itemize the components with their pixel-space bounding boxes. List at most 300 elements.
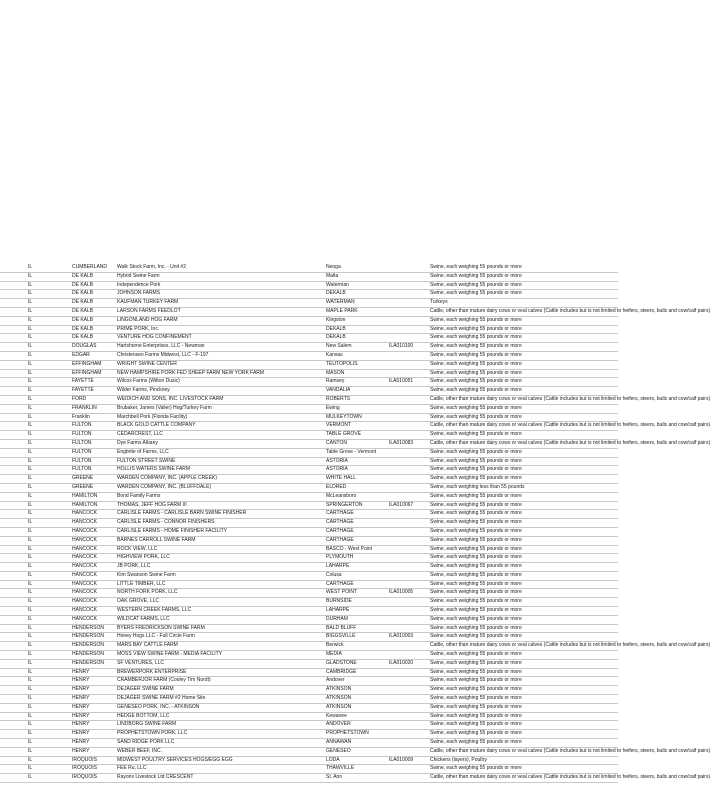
city-cell: Ewing <box>326 404 340 411</box>
facility-name-cell: Hybrid Swine Farm <box>117 272 160 279</box>
facility-name-cell: BLACK GOLD CATTLE COMPANY <box>117 422 196 429</box>
facility-name-cell: LARSON FARMS FEEDLOT <box>117 307 181 314</box>
table-row <box>0 528 618 537</box>
facility-name-cell: FULTON STREET SWINE <box>117 457 176 464</box>
county-cell: HENRY <box>72 739 90 746</box>
facility-name-cell: Bond Family Farms <box>117 492 161 499</box>
facility-name-cell: BYERS FREDRICKSON SWINE FARM <box>117 624 205 631</box>
county-cell: HENRY <box>72 668 90 675</box>
state-cell: IL <box>28 510 33 517</box>
state-cell: IL <box>28 307 33 314</box>
state-cell: IL <box>28 422 33 429</box>
table-row <box>0 774 710 783</box>
animal-type-cell: Swine, each weighing 55 pounds or more <box>430 343 522 350</box>
table-row <box>0 395 710 405</box>
city-cell: GLADSTONE <box>326 659 357 666</box>
facility-name-cell: JB PORK, LLC <box>117 563 151 570</box>
facility-name-cell: FEE Ru, LLC <box>117 765 147 772</box>
state-cell: IL <box>28 712 33 719</box>
county-cell: HENDERSON <box>72 624 104 631</box>
facility-name-cell: HIGHVIEW PORK, LLC <box>117 554 170 561</box>
city-cell: MULKEYTOWN <box>326 413 362 420</box>
state-cell: IL <box>28 774 33 781</box>
animal-type-cell: Swine, each weighing 55 pounds or more <box>430 369 522 376</box>
city-cell: Berwick <box>326 642 344 649</box>
state-cell: IL <box>28 721 33 728</box>
city-cell: Andover <box>326 677 345 684</box>
table-row <box>0 704 618 713</box>
table-row <box>0 677 618 686</box>
city-cell: CARTHAGE <box>326 519 354 526</box>
city-cell: Table Grove - Vermont <box>326 448 377 455</box>
county-cell: IROQUOIS <box>72 765 98 772</box>
table-row <box>0 378 618 387</box>
county-cell: DOUGLAS <box>72 343 97 350</box>
city-cell: GENESEO <box>326 747 351 754</box>
county-cell: HENDERSON <box>72 633 104 640</box>
table-row <box>0 642 710 651</box>
facility-name-cell: THOMAS, JEFF HOG FARM III <box>117 501 187 508</box>
permit-id-cell: ILA010067 <box>389 501 414 508</box>
animal-type-cell: Swine, each weighing 55 pounds or more <box>430 668 522 675</box>
animal-type-cell: Swine, each weighing 55 pounds or more <box>430 765 522 772</box>
animal-type-cell: Swine, each weighing 55 pounds or more <box>430 510 522 517</box>
city-cell: WEST POINT <box>326 589 358 596</box>
county-cell: FULTON <box>72 448 92 455</box>
animal-type-cell: Cattle, other than mature dairy cows or veal calves (Cattle includes but is not limited to heifers, steers, bulls and cow/calf pairs) <box>430 747 710 754</box>
facility-name-cell: WARDEN COMPANY, INC. (BLUFFDALE) <box>117 483 212 490</box>
county-cell: HANCOCK <box>72 563 98 570</box>
city-cell: CARTHAGE <box>326 527 354 534</box>
facility-name-cell: MOSS VIEW SWINE FARM - MEDIA FACILITY <box>117 651 223 658</box>
city-cell: LODA <box>326 756 340 763</box>
facility-name-cell: BARNES CARROLL SWINE FARM <box>117 536 196 543</box>
city-cell: ROBERTS <box>326 395 351 402</box>
animal-type-cell: Swine, each weighing 55 pounds or more <box>430 554 522 561</box>
table-row <box>0 713 618 722</box>
state-cell: IL <box>28 501 33 508</box>
animal-type-cell: Cattle, other than mature dairy cows or veal calves (Cattle includes but is not limited to heifers, steers, bulls and cow/calf pairs) <box>430 774 710 781</box>
permit-id-cell: ILA010083 <box>389 439 414 446</box>
county-cell: EFFINGHAM <box>72 369 102 376</box>
animal-type-cell: Swine, each weighing 55 pounds or more <box>430 501 522 508</box>
county-cell: FULTON <box>72 466 92 473</box>
state-cell: IL <box>28 633 33 640</box>
county-cell: DE KALB <box>72 316 94 323</box>
animal-type-cell: Swine, each weighing 55 pounds or more <box>430 624 522 631</box>
animal-type-cell: Swine, each weighing 55 pounds or more <box>430 448 522 455</box>
table-row <box>0 757 618 766</box>
county-cell: HENDERSON <box>72 659 104 666</box>
city-cell: CANTON <box>326 439 348 446</box>
county-cell: GREENE <box>72 483 94 490</box>
county-cell: FAYETTE <box>72 378 94 385</box>
state-cell: IL <box>28 325 33 332</box>
county-cell: HENRY <box>72 712 90 719</box>
city-cell: ELDRED <box>326 483 347 490</box>
table-row <box>0 439 710 449</box>
table-row <box>0 458 618 467</box>
city-cell: DURHAM <box>326 615 348 622</box>
facility-name-cell: Hartshorne Enterprises, LLC - Newman <box>117 343 205 350</box>
facility-name-cell: GENESEO PORK, INC. - ATKINSON <box>117 703 200 710</box>
animal-type-cell: Swine, each weighing 55 pounds or more <box>430 475 522 482</box>
table-row <box>0 589 618 598</box>
city-cell: ANDOVER <box>326 721 351 728</box>
county-cell: HANCOCK <box>72 510 98 517</box>
city-cell: WATERMAN <box>326 299 355 306</box>
table-row <box>0 616 618 625</box>
facility-name-cell: MIDWEST POULTRY SERVICES HOGS/EGG EGG <box>117 756 233 763</box>
county-cell: HENRY <box>72 677 90 684</box>
facility-name-cell: Independence Pork <box>117 281 161 288</box>
animal-type-cell: Swine, each weighing 55 pounds or more <box>430 695 522 702</box>
city-cell: McLeansboro <box>326 492 357 499</box>
state-cell: IL <box>28 492 33 499</box>
facility-name-cell: CEDARCREST, LLC <box>117 431 163 438</box>
state-cell: IL <box>28 730 33 737</box>
county-cell: HANCOCK <box>72 571 98 578</box>
state-cell: IL <box>28 703 33 710</box>
table-row <box>0 546 618 555</box>
county-cell: HAMILTON <box>72 492 98 499</box>
county-cell: HANCOCK <box>72 598 98 605</box>
city-cell: CAMBRIDGE <box>326 668 357 675</box>
state-cell: IL <box>28 624 33 631</box>
county-cell: HENRY <box>72 686 90 693</box>
table-row <box>0 554 618 563</box>
table-row <box>0 510 618 519</box>
facility-name-cell: MARS BAY CATTLE FARM <box>117 642 178 649</box>
animal-type-cell: Swine, each weighing 55 pounds or more <box>430 351 522 358</box>
table-row <box>0 598 618 607</box>
animal-type-cell: Swine, each weighing 55 pounds or more <box>430 677 522 684</box>
facility-name-cell: HEDGE BOTTOM, LLC <box>117 712 170 719</box>
city-cell: Kingston <box>326 316 346 323</box>
animal-type-cell: Cattle, other than mature dairy cows or veal calves (Cattle includes but is not limited to heifers, steers, bulls and cow/calf pairs) <box>430 395 710 402</box>
facility-name-cell: KAUFMAN TURKEY FARM <box>117 299 179 306</box>
table-row <box>0 660 618 669</box>
animal-type-cell: Swine, each weighing 55 pounds or more <box>430 281 522 288</box>
county-cell: CUMBERLAND <box>72 264 108 270</box>
animal-type-cell: Swine, each weighing 55 pounds or more <box>430 431 522 438</box>
table-row <box>0 502 618 511</box>
state-cell: IL <box>28 545 33 552</box>
county-cell: IROQUOIS <box>72 774 98 781</box>
facility-name-cell: PROPHETSTOWN PORK, LLC <box>117 730 188 737</box>
county-cell: GREENE <box>72 475 94 482</box>
county-cell: HENRY <box>72 703 90 710</box>
city-cell: BURNSIDE <box>326 598 352 605</box>
facility-name-cell: Wilder Farms, Pinckney <box>117 387 170 394</box>
state-cell: IL <box>28 395 33 402</box>
table-row <box>0 405 618 414</box>
facility-name-cell: Marchbell Pork (Florida Facility) <box>117 413 188 420</box>
animal-type-cell: Swine, each weighing 55 pounds or more <box>430 659 522 666</box>
city-cell: Kansas <box>326 351 343 358</box>
animal-type-cell: Swine, each weighing 55 pounds or more <box>430 325 522 332</box>
city-cell: CARTHAGE <box>326 536 354 543</box>
county-cell: Franklin <box>72 413 90 420</box>
animal-type-cell: Swine, each weighing 55 pounds or more <box>430 413 522 420</box>
county-cell: HENRY <box>72 730 90 737</box>
city-cell: MASON <box>326 369 345 376</box>
state-cell: IL <box>28 360 33 367</box>
animal-type-cell: Swine, each weighing 55 pounds or more <box>430 721 522 728</box>
state-cell: IL <box>28 659 33 666</box>
facility-name-cell: HOLLIS WATERS SWINE FARM <box>117 466 191 473</box>
city-cell: CARTHAGE <box>326 580 354 587</box>
animal-type-cell: Cattle, other than mature dairy cows or veal calves (Cattle includes but is not limited to heifers, steers, bulls and cow/calf pairs) <box>430 307 710 314</box>
animal-type-cell: Swine, each weighing 55 pounds or more <box>430 378 522 385</box>
table-row <box>0 537 618 546</box>
table-row <box>0 686 618 695</box>
table-row <box>0 299 618 308</box>
city-cell: ANNAWAN <box>326 739 352 746</box>
animal-type-cell: Swine, each weighing 55 pounds or more <box>430 290 522 297</box>
state-cell: IL <box>28 369 33 376</box>
state-cell: IL <box>28 563 33 570</box>
city-cell: ASTORIA <box>326 466 348 473</box>
county-cell: DE KALB <box>72 325 94 332</box>
permit-id-cell: ILA010003 <box>389 633 414 640</box>
county-cell: HANCOCK <box>72 519 98 526</box>
table-row <box>0 572 618 581</box>
county-cell: HENDERSON <box>72 651 104 658</box>
county-cell: IROQUOIS <box>72 756 98 763</box>
city-cell: VANDALIA <box>326 387 351 394</box>
facility-name-cell: WEIDICH AND SONS, INC. LIVESTOCK FARM <box>117 395 224 402</box>
facility-name-cell: DEJAGER SWINE FARM <box>117 686 174 693</box>
table-row <box>0 273 618 282</box>
animal-type-cell: Swine, each weighing 55 pounds or more <box>430 730 522 737</box>
state-cell: IL <box>28 272 33 279</box>
table-row <box>0 519 618 528</box>
city-cell: ASTORIA <box>326 457 348 464</box>
county-cell: EDGAR <box>72 351 90 358</box>
table-row <box>0 326 618 335</box>
animal-type-cell: Swine, each weighing 55 pounds or more <box>430 466 522 473</box>
table-row <box>0 730 618 739</box>
animal-type-cell: Swine, each weighing 55 pounds or more <box>430 334 522 341</box>
state-cell: IL <box>28 747 33 754</box>
state-cell: IL <box>28 651 33 658</box>
facility-name-cell: Dye Farms Albany <box>117 439 158 446</box>
table-row <box>0 669 618 678</box>
animal-type-cell: Swine, each weighing 55 pounds or more <box>430 519 522 526</box>
county-cell: HANCOCK <box>72 580 98 587</box>
state-cell: IL <box>28 475 33 482</box>
county-cell: EFFINGHAM <box>72 360 102 367</box>
county-cell: FORD <box>72 395 87 402</box>
animal-type-cell: Swine, each weighing 55 pounds or more <box>430 607 522 614</box>
state-cell: IL <box>28 413 33 420</box>
animal-type-cell: Swine, each weighing 55 pounds or more <box>430 360 522 367</box>
facility-name-cell: CRAMBERJOR FARM (Cooley Tim Nordt) <box>117 677 211 684</box>
table-row <box>0 563 618 572</box>
facility-name-cell: Brubaker, James (Valier) Hog/Turkey Farm <box>117 404 212 411</box>
table-row <box>0 361 618 370</box>
animal-type-cell: Swine, each weighing 55 pounds or more <box>430 615 522 622</box>
facility-name-cell: Honey Hogs LLC - Full Circle Farm <box>117 633 195 640</box>
animal-type-cell: Swine, each weighing less than 55 pounds <box>430 483 525 490</box>
facility-name-cell: SF VENTURES, LLC <box>117 659 164 666</box>
county-cell: FAYETTE <box>72 387 94 394</box>
county-cell: DE KALB <box>72 290 94 297</box>
city-cell: Colusa <box>326 571 342 578</box>
city-cell: ATKINSON <box>326 695 352 702</box>
city-cell: Neoga <box>326 264 341 270</box>
city-cell: MEDIA <box>326 651 342 658</box>
animal-type-cell: Swine, each weighing 55 pounds or more <box>430 686 522 693</box>
animal-type-cell: Turkeys <box>430 299 448 306</box>
table-row <box>0 282 618 291</box>
animal-type-cell: Swine, each weighing 55 pounds or more <box>430 712 522 719</box>
city-cell: MAPLE PARK <box>326 307 358 314</box>
state-cell: IL <box>28 686 33 693</box>
facility-name-cell: Rayons Livestock Ltd CRESCENT <box>117 774 194 781</box>
facility-name-cell: VENTURE HOG CONFINEMENT <box>117 334 192 341</box>
city-cell: VERMONT <box>326 422 351 429</box>
city-cell: BALD BLUFF <box>326 624 357 631</box>
state-cell: IL <box>28 615 33 622</box>
permit-id-cell: ILA010100 <box>389 343 414 350</box>
state-cell: IL <box>28 571 33 578</box>
city-cell: DEKALB <box>326 290 346 297</box>
state-cell: IL <box>28 554 33 561</box>
facility-name-cell: Walk Stock Farm, Inc. - Unit #2 <box>117 264 186 270</box>
animal-type-cell: Swine, each weighing 55 pounds or more <box>430 264 522 270</box>
table-row <box>0 414 618 423</box>
facility-name-cell: WRIGHT SWINE CENTER <box>117 360 177 367</box>
county-cell: HENRY <box>72 747 90 754</box>
county-cell: HANCOCK <box>72 607 98 614</box>
animal-type-cell: Swine, each weighing 55 pounds or more <box>430 457 522 464</box>
animal-type-cell: Swine, each weighing 55 pounds or more <box>430 272 522 279</box>
animal-type-cell: Swine, each weighing 55 pounds or more <box>430 404 522 411</box>
state-cell: IL <box>28 536 33 543</box>
state-cell: IL <box>28 387 33 394</box>
table-row <box>0 484 618 493</box>
table-row <box>0 475 618 484</box>
state-cell: IL <box>28 264 33 270</box>
table-row <box>0 387 618 396</box>
state-cell: IL <box>28 580 33 587</box>
state-cell: IL <box>28 404 33 411</box>
animal-type-cell: Swine, each weighing 55 pounds or more <box>430 316 522 323</box>
city-cell: BIGGSVILLE <box>326 633 356 640</box>
facility-name-cell: WESTERN CREEK FARMS, LLC <box>117 607 192 614</box>
permit-id-cell: ILA010020 <box>389 659 414 666</box>
state-cell: IL <box>28 642 33 649</box>
table-row <box>0 721 618 730</box>
table-row <box>0 765 618 774</box>
state-cell: IL <box>28 378 33 385</box>
city-cell: Kewanee <box>326 712 347 719</box>
city-cell: New Salem <box>326 343 352 350</box>
city-cell: LAHARPE <box>326 607 350 614</box>
state-cell: IL <box>28 431 33 438</box>
table-row <box>0 651 618 660</box>
city-cell: TABLE GROVE <box>326 431 361 438</box>
animal-type-cell: Swine, each weighing 55 pounds or more <box>430 571 522 578</box>
county-cell: HAMILTON <box>72 501 98 508</box>
permit-id-cell: ILA010051 <box>389 378 414 385</box>
facility-name-cell: NEW HAMPSHIRE PORK FED SHEEP FARM NEW YORK FARM <box>117 369 265 376</box>
animal-type-cell: Swine, each weighing 55 pounds or more <box>430 703 522 710</box>
facility-name-cell: WARDEN COMPANY, INC. (APPLE CREEK) <box>117 475 217 482</box>
state-cell: IL <box>28 351 33 358</box>
facility-name-cell: CARLISLE FARMS - CARLISLE BARN SWINE FINISHER <box>117 510 247 517</box>
table-row <box>0 466 618 475</box>
table-row <box>0 739 618 748</box>
state-cell: IL <box>28 695 33 702</box>
city-cell: THAWVILLE <box>326 765 355 772</box>
state-cell: IL <box>28 290 33 297</box>
state-cell: IL <box>28 756 33 763</box>
county-cell: HANCOCK <box>72 554 98 561</box>
table-row <box>0 493 618 502</box>
county-cell: FULTON <box>72 422 92 429</box>
facility-name-cell: WILDCAT FARMS, LLC <box>117 615 170 622</box>
facility-name-cell: Wilcox Farms (Wilton Dusic) <box>117 378 180 385</box>
state-cell: IL <box>28 519 33 526</box>
facility-name-cell: LINGONLAND HOG FARM <box>117 316 178 323</box>
state-cell: IL <box>28 739 33 746</box>
county-cell: HANCOCK <box>72 536 98 543</box>
facility-name-cell: Engbrite of Farms, LLC <box>117 448 169 455</box>
animal-type-cell: Swine, each weighing 55 pounds or more <box>430 589 522 596</box>
county-cell: DE KALB <box>72 281 94 288</box>
permit-id-cell: ILA010009 <box>389 756 414 763</box>
table-row <box>0 581 618 590</box>
facility-name-cell: OAK GROVE, LLC <box>117 598 159 605</box>
table-row <box>0 449 618 458</box>
facility-name-cell: SAND RIDGE PORK LLC <box>117 739 175 746</box>
animal-type-cell: Swine, each weighing 55 pounds or more <box>430 563 522 570</box>
city-cell: CARTHAGE <box>326 510 354 517</box>
animal-type-cell: Cattle, other than mature dairy cows or veal calves (Cattle includes but is not limited to heifers, steers, bulls and cow/calf pairs) <box>430 422 710 429</box>
county-cell: HANCOCK <box>72 589 98 596</box>
county-cell: FULTON <box>72 457 92 464</box>
state-cell: IL <box>28 677 33 684</box>
county-cell: DE KALB <box>72 334 94 341</box>
table-row <box>0 352 618 361</box>
animal-type-cell: Swine, each weighing 55 pounds or more <box>430 492 522 499</box>
animal-type-cell: Swine, each weighing 55 pounds or more <box>430 598 522 605</box>
table-row <box>0 334 618 343</box>
table-row <box>0 422 710 431</box>
facility-name-cell: JOHNSON FARMS <box>117 290 161 297</box>
facility-name-cell: WEBER BEEF, INC. <box>117 747 163 754</box>
county-cell: HENDERSON <box>72 642 104 649</box>
city-cell: PROPHETSTOWN <box>326 730 369 737</box>
table-row <box>0 695 618 704</box>
county-cell: DE KALB <box>72 307 94 314</box>
facility-name-cell: Kim Swanson Swine Farm <box>117 571 176 578</box>
county-cell: HENRY <box>72 695 90 702</box>
facility-name-cell: Christensen Farms Midwest, LLC - F-197 <box>117 351 209 358</box>
county-cell: HANCOCK <box>72 527 98 534</box>
city-cell: Ramsey <box>326 378 345 385</box>
animal-type-cell: Cattle, other than mature dairy cows or veal calves (Cattle includes but is not limited to heifers, steers, bulls and cow/calf pairs) <box>430 642 710 649</box>
table-row <box>0 431 618 440</box>
city-cell: TEUTOPOLIS <box>326 360 358 367</box>
table-row <box>0 307 710 317</box>
facility-name-cell: PRIME PORK, Inc. <box>117 325 160 332</box>
facility-name-cell: ROCK VIEW, LLC <box>117 545 158 552</box>
city-cell: PLYMOUTH <box>326 554 354 561</box>
